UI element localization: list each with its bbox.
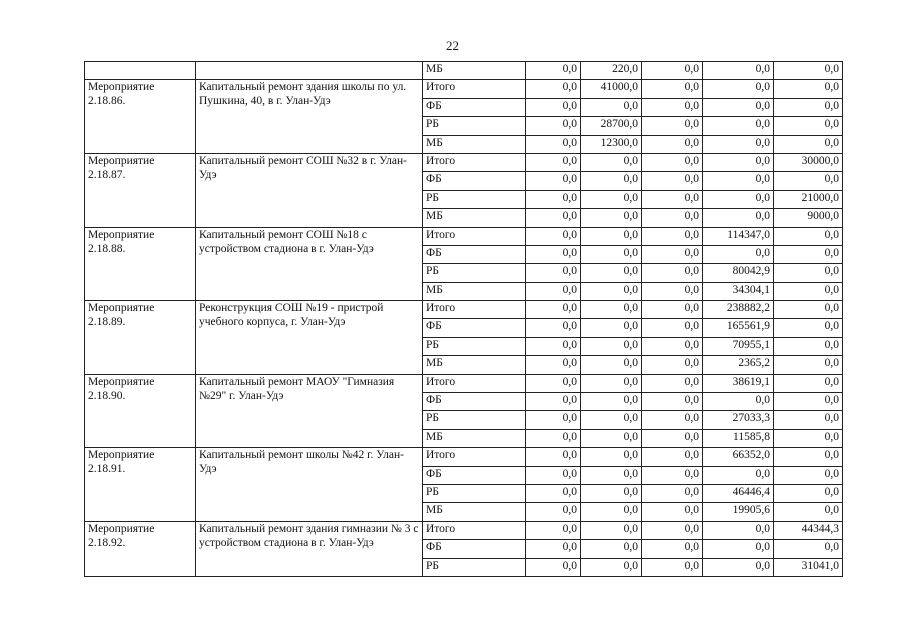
activity-description: Капитальный ремонт МАОУ "Гимназия №29" г. Улан-Удэ xyxy=(196,374,423,448)
funding-source: МБ xyxy=(423,282,526,300)
value-cell: 220,0 xyxy=(581,62,642,80)
value-cell: 0,0 xyxy=(581,245,642,263)
activity-description: Капитальный ремонт здания школы по ул. Пушкина, 40, в г. Улан-Удэ xyxy=(196,80,423,154)
value-cell: 0,0 xyxy=(642,190,703,208)
value-cell: 0,0 xyxy=(703,540,774,558)
funding-source: МБ xyxy=(423,356,526,374)
value-cell: 0,0 xyxy=(526,245,581,263)
value-cell: 0,0 xyxy=(642,245,703,263)
funding-source: Итого xyxy=(423,301,526,319)
table-row xyxy=(85,80,843,98)
value-cell: 80042,9 xyxy=(703,264,774,282)
value-cell: 21000,0 xyxy=(774,190,843,208)
value-cell: 0,0 xyxy=(642,98,703,116)
funding-source: МБ xyxy=(423,209,526,227)
value-cell: 0,0 xyxy=(703,558,774,576)
funding-source: ФБ xyxy=(423,245,526,263)
value-cell: 0,0 xyxy=(581,227,642,245)
value-cell: 0,0 xyxy=(581,190,642,208)
value-cell: 0,0 xyxy=(774,227,843,245)
activity-cell-empty xyxy=(85,62,196,80)
funding-source: Итого xyxy=(423,521,526,539)
funding-source: Итого xyxy=(423,448,526,466)
value-cell: 0,0 xyxy=(581,411,642,429)
value-cell: 0,0 xyxy=(526,227,581,245)
value-cell: 0,0 xyxy=(642,135,703,153)
value-cell: 0,0 xyxy=(526,190,581,208)
value-cell: 0,0 xyxy=(581,153,642,171)
value-cell: 0,0 xyxy=(642,356,703,374)
value-cell: 0,0 xyxy=(526,503,581,521)
value-cell: 0,0 xyxy=(703,245,774,263)
value-cell: 0,0 xyxy=(642,62,703,80)
value-cell: 31041,0 xyxy=(774,558,843,576)
value-cell: 0,0 xyxy=(642,429,703,447)
value-cell: 0,0 xyxy=(526,62,581,80)
value-cell: 0,0 xyxy=(526,264,581,282)
value-cell: 0,0 xyxy=(642,319,703,337)
continuation-row xyxy=(85,62,843,80)
activity-description: Реконструкция СОШ №19 - пристрой учебного корпуса, г. Улан-Удэ xyxy=(196,301,423,375)
value-cell: 0,0 xyxy=(774,337,843,355)
funding-source: МБ xyxy=(423,135,526,153)
value-cell: 27033,3 xyxy=(703,411,774,429)
value-cell: 0,0 xyxy=(526,209,581,227)
value-cell: 0,0 xyxy=(774,264,843,282)
value-cell: 0,0 xyxy=(703,98,774,116)
value-cell: 0,0 xyxy=(774,374,843,392)
value-cell: 19905,6 xyxy=(703,503,774,521)
value-cell: 0,0 xyxy=(581,503,642,521)
funding-source: ФБ xyxy=(423,319,526,337)
table-row xyxy=(85,374,843,392)
value-cell: 0,0 xyxy=(642,558,703,576)
value-cell: 0,0 xyxy=(642,301,703,319)
funding-source: РБ xyxy=(423,117,526,135)
table-row xyxy=(85,448,843,466)
value-cell: 0,0 xyxy=(703,521,774,539)
value-cell: 0,0 xyxy=(581,337,642,355)
table-row xyxy=(85,521,843,539)
funding-source: ФБ xyxy=(423,466,526,484)
value-cell: 0,0 xyxy=(581,209,642,227)
value-cell: 28700,0 xyxy=(581,117,642,135)
funding-source: РБ xyxy=(423,190,526,208)
value-cell: 0,0 xyxy=(774,356,843,374)
value-cell: 0,0 xyxy=(581,319,642,337)
activity-label: Мероприятие 2.18.91. xyxy=(85,448,196,522)
value-cell: 0,0 xyxy=(774,245,843,263)
value-cell: 0,0 xyxy=(526,393,581,411)
funding-source: Итого xyxy=(423,227,526,245)
activity-label: Мероприятие 2.18.86. xyxy=(85,80,196,154)
value-cell: 0,0 xyxy=(642,540,703,558)
value-cell: 0,0 xyxy=(703,209,774,227)
table-row xyxy=(85,153,843,171)
value-cell: 0,0 xyxy=(526,521,581,539)
budget-table-body xyxy=(85,62,843,577)
activity-description: Капитальный ремонт здания гимназии № 3 с устройством стадиона в г. Улан-Удэ xyxy=(196,521,423,576)
value-cell: 0,0 xyxy=(581,282,642,300)
value-cell: 0,0 xyxy=(642,337,703,355)
value-cell: 0,0 xyxy=(703,117,774,135)
activity-description: Капитальный ремонт СОШ №32 в г. Улан-Удэ xyxy=(196,153,423,227)
value-cell: 0,0 xyxy=(703,135,774,153)
activity-description: Капитальный ремонт школы №42 г. Улан-Удэ xyxy=(196,448,423,522)
funding-source: РБ xyxy=(423,337,526,355)
value-cell: 0,0 xyxy=(526,80,581,98)
value-cell: 70955,1 xyxy=(703,337,774,355)
budget-table xyxy=(84,61,843,577)
value-cell: 0,0 xyxy=(703,393,774,411)
value-cell: 0,0 xyxy=(581,393,642,411)
funding-source: ФБ xyxy=(423,172,526,190)
value-cell: 0,0 xyxy=(774,117,843,135)
value-cell: 0,0 xyxy=(703,190,774,208)
value-cell: 0,0 xyxy=(526,282,581,300)
value-cell: 0,0 xyxy=(642,521,703,539)
value-cell: 0,0 xyxy=(703,153,774,171)
activity-label: Мероприятие 2.18.88. xyxy=(85,227,196,301)
funding-source: РБ xyxy=(423,411,526,429)
value-cell: 66352,0 xyxy=(703,448,774,466)
value-cell: 0,0 xyxy=(526,374,581,392)
funding-source: ФБ xyxy=(423,393,526,411)
value-cell: 0,0 xyxy=(526,98,581,116)
value-cell: 0,0 xyxy=(526,558,581,576)
value-cell: 9000,0 xyxy=(774,209,843,227)
value-cell: 0,0 xyxy=(581,374,642,392)
value-cell: 0,0 xyxy=(774,80,843,98)
value-cell: 0,0 xyxy=(581,521,642,539)
value-cell: 0,0 xyxy=(642,209,703,227)
value-cell: 0,0 xyxy=(526,540,581,558)
value-cell: 0,0 xyxy=(642,117,703,135)
value-cell: 0,0 xyxy=(642,448,703,466)
activity-label: Мероприятие 2.18.87. xyxy=(85,153,196,227)
description-cell-empty xyxy=(196,62,423,80)
value-cell: 0,0 xyxy=(642,227,703,245)
value-cell: 34304,1 xyxy=(703,282,774,300)
value-cell: 0,0 xyxy=(774,484,843,502)
value-cell: 0,0 xyxy=(526,319,581,337)
value-cell: 0,0 xyxy=(581,429,642,447)
value-cell: 0,0 xyxy=(581,540,642,558)
value-cell: 0,0 xyxy=(581,466,642,484)
value-cell: 0,0 xyxy=(526,429,581,447)
value-cell: 0,0 xyxy=(703,172,774,190)
table-row xyxy=(85,227,843,245)
value-cell: 0,0 xyxy=(642,503,703,521)
value-cell: 0,0 xyxy=(642,80,703,98)
funding-source: РБ xyxy=(423,558,526,576)
value-cell: 0,0 xyxy=(774,540,843,558)
value-cell: 0,0 xyxy=(526,466,581,484)
value-cell: 12300,0 xyxy=(581,135,642,153)
value-cell: 0,0 xyxy=(526,172,581,190)
value-cell: 0,0 xyxy=(774,135,843,153)
value-cell: 41000,0 xyxy=(581,80,642,98)
value-cell: 11585,8 xyxy=(703,429,774,447)
value-cell: 0,0 xyxy=(774,393,843,411)
value-cell: 0,0 xyxy=(581,264,642,282)
value-cell: 0,0 xyxy=(774,411,843,429)
value-cell: 0,0 xyxy=(774,466,843,484)
value-cell: 165561,9 xyxy=(703,319,774,337)
funding-source: ФБ xyxy=(423,540,526,558)
value-cell: 0,0 xyxy=(774,301,843,319)
value-cell: 0,0 xyxy=(642,282,703,300)
value-cell: 0,0 xyxy=(642,374,703,392)
value-cell: 0,0 xyxy=(526,135,581,153)
value-cell: 0,0 xyxy=(774,98,843,116)
value-cell: 0,0 xyxy=(703,62,774,80)
value-cell: 0,0 xyxy=(581,558,642,576)
value-cell: 0,0 xyxy=(774,282,843,300)
value-cell: 0,0 xyxy=(526,448,581,466)
value-cell: 0,0 xyxy=(642,484,703,502)
activity-label: Мероприятие 2.18.92. xyxy=(85,521,196,576)
value-cell: 0,0 xyxy=(642,466,703,484)
value-cell: 0,0 xyxy=(774,62,843,80)
value-cell: 0,0 xyxy=(526,411,581,429)
value-cell: 114347,0 xyxy=(703,227,774,245)
value-cell: 44344,3 xyxy=(774,521,843,539)
value-cell: 0,0 xyxy=(774,319,843,337)
value-cell: 0,0 xyxy=(526,356,581,374)
value-cell: 0,0 xyxy=(642,393,703,411)
activity-label: Мероприятие 2.18.89. xyxy=(85,301,196,375)
funding-source: МБ xyxy=(423,503,526,521)
value-cell: 0,0 xyxy=(581,301,642,319)
value-cell: 0,0 xyxy=(774,172,843,190)
funding-source: РБ xyxy=(423,264,526,282)
value-cell: 0,0 xyxy=(581,448,642,466)
value-cell: 46446,4 xyxy=(703,484,774,502)
page-number: 22 xyxy=(446,38,459,53)
value-cell: 38619,1 xyxy=(703,374,774,392)
funding-source: РБ xyxy=(423,484,526,502)
value-cell: 0,0 xyxy=(642,411,703,429)
funding-source: МБ xyxy=(423,62,526,80)
funding-source: Итого xyxy=(423,374,526,392)
activity-description: Капитальный ремонт СОШ №18 с устройством стадиона в г. Улан-Удэ xyxy=(196,227,423,301)
value-cell: 0,0 xyxy=(526,337,581,355)
value-cell: 0,0 xyxy=(642,264,703,282)
value-cell: 0,0 xyxy=(526,484,581,502)
value-cell: 0,0 xyxy=(774,429,843,447)
value-cell: 0,0 xyxy=(581,484,642,502)
funding-source: Итого xyxy=(423,153,526,171)
value-cell: 2365,2 xyxy=(703,356,774,374)
value-cell: 0,0 xyxy=(774,448,843,466)
value-cell: 0,0 xyxy=(642,153,703,171)
funding-source: ФБ xyxy=(423,98,526,116)
value-cell: 0,0 xyxy=(526,117,581,135)
value-cell: 0,0 xyxy=(581,98,642,116)
activity-label: Мероприятие 2.18.90. xyxy=(85,374,196,448)
value-cell: 0,0 xyxy=(642,172,703,190)
value-cell: 0,0 xyxy=(526,301,581,319)
value-cell: 0,0 xyxy=(774,503,843,521)
value-cell: 30000,0 xyxy=(774,153,843,171)
value-cell: 0,0 xyxy=(581,356,642,374)
value-cell: 238882,2 xyxy=(703,301,774,319)
value-cell: 0,0 xyxy=(581,172,642,190)
value-cell: 0,0 xyxy=(526,153,581,171)
value-cell: 0,0 xyxy=(703,466,774,484)
table-row xyxy=(85,301,843,319)
funding-source: Итого xyxy=(423,80,526,98)
funding-source: МБ xyxy=(423,429,526,447)
value-cell: 0,0 xyxy=(703,80,774,98)
